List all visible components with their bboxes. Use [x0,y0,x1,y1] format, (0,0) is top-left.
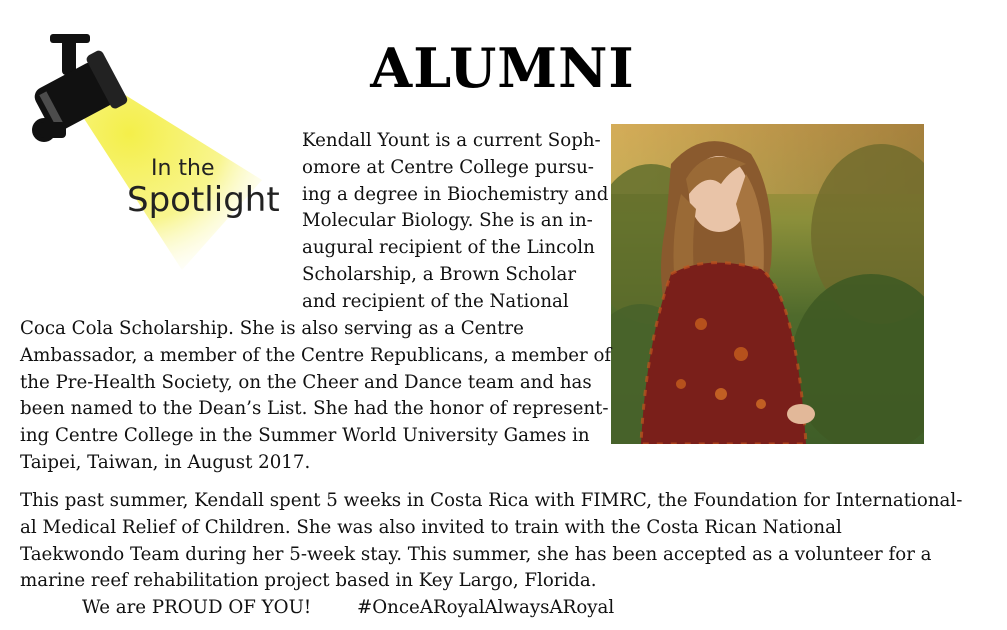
text-line: omore at Centre College pursu- [302,156,594,178]
text-line: Scholarship, a Brown Scholar [302,263,577,285]
text-line: ing Centre College in the Summer World University Games in [20,425,590,447]
text-line: ing a degree in Biochemistry and [302,183,609,205]
hashtag-text: #OnceARoyalAlwaysARoyal [357,597,615,618]
text-line: and recipient of the National [302,290,569,312]
text-line: Coca Cola Scholarship. She is also serving as a Centre [20,318,524,339]
proud-text: We are PROUD OF YOU! [82,597,312,618]
text-line: marine reef rehabilitation project based in Key Largo, Florida. [20,570,597,592]
logo-text-line2: Spotlight [127,180,280,220]
text-line: Molecular Biology. She is an in- [302,210,593,232]
text-line: Taekwondo Team during her 5-week stay. This summer, she has been accepted as a volunteer for a [20,543,932,565]
spotlight-logo [22,30,282,275]
text-line: Ambassador, a member of the Centre Republicans, a member of [20,344,612,366]
text-line: Kendall Yount is a current Soph- [302,130,601,151]
portrait-illustration [611,124,924,444]
body-paragraph [20,316,611,477]
text-line: Taipei, Taiwan, in August 2017. [20,451,311,473]
text-line: the Pre-Health Society, on the Cheer and Dance team and has [20,371,592,393]
summer-paragraph [20,488,962,595]
logo-text-line1: In the [151,156,215,181]
text-line: augural recipient of the Lincoln [302,237,595,259]
page-title: ALUMNI [370,36,635,100]
intro-paragraph [302,128,608,316]
text-line: This past summer, Kendall spent 5 weeks in Costa Rica with FIMRC, the Foundation for International- [20,490,963,511]
text-line: been named to the Dean’s List. She had the honor of represent- [20,398,609,420]
text-line: al Medical Relief of Children. She was also invited to train with the Costa Rican National [20,516,842,538]
portrait-photo [611,124,924,444]
spotlight-icon [22,30,282,275]
